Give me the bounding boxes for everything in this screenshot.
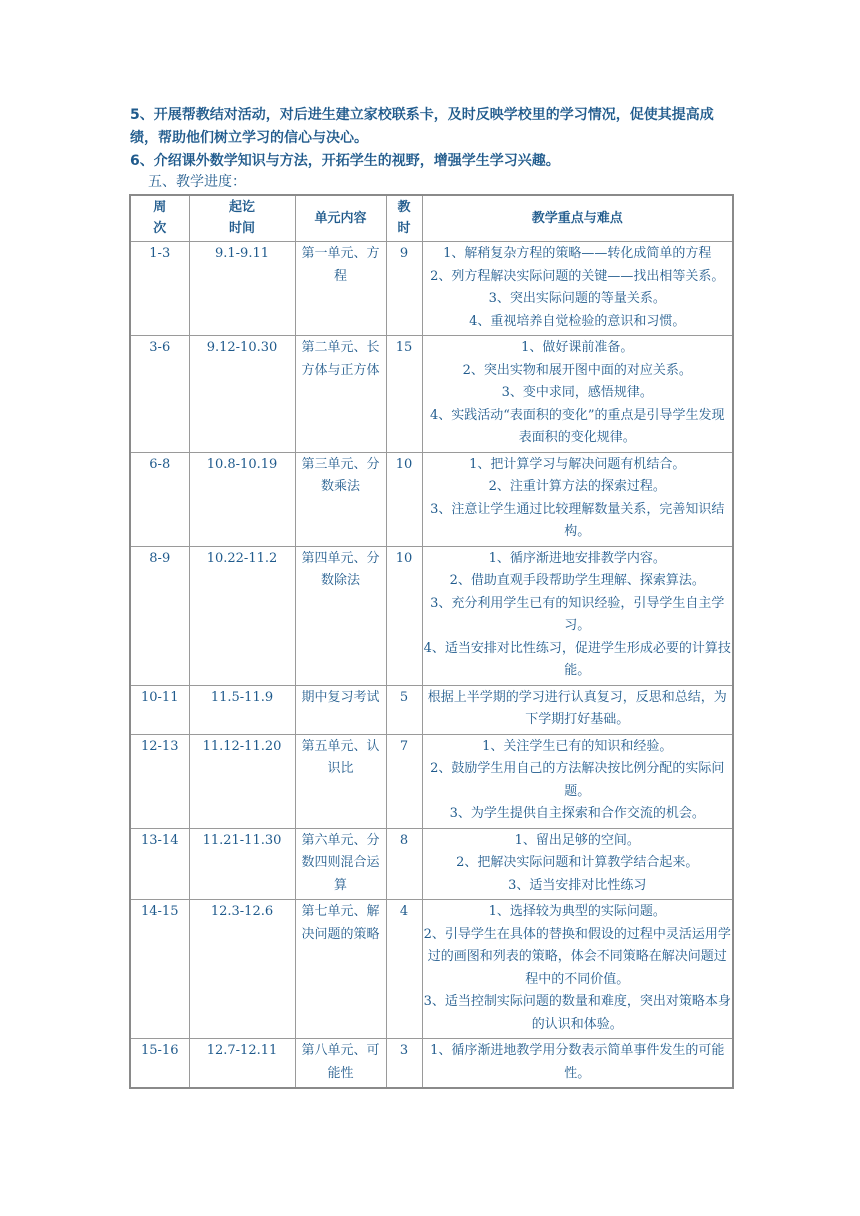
hours-cell: 9: [386, 242, 422, 336]
unit-cell: 第六单元、分数四则混合运算: [295, 828, 386, 900]
key-points-cell: [422, 1039, 733, 1089]
key-point-line: 2、借助直观手段帮助学生理解、探索算法。: [449, 573, 705, 588]
schedule-body: [130, 242, 733, 1089]
key-point-line: 2、突出实物和展开图中面的对应关系。: [462, 362, 692, 378]
key-point-line: 3、适当安排对比性练习: [508, 877, 647, 893]
hours-cell: 10: [386, 452, 422, 546]
unit-cell: 期中复习考试: [295, 685, 386, 734]
key-point-line: 1、留出足够的空间。: [514, 832, 640, 848]
header-week-label: 周 次: [153, 200, 167, 236]
table-header-row: [130, 195, 733, 242]
date-cell: 10.8-10.19: [189, 452, 295, 546]
key-point-line: 2、注重计算方法的探索过程。: [488, 479, 666, 494]
key-point-line: 3、变中求同，感悟规律。: [501, 385, 653, 400]
key-point-line: 1、做好课前准备。: [521, 340, 634, 355]
header-key-points: [422, 195, 733, 242]
header-key-label: 教学重点与难点: [531, 210, 623, 226]
unit-cell: 第三单元、分数乘法: [295, 452, 386, 546]
hours-cell: 8: [386, 828, 422, 900]
week-cell: 10-11: [130, 685, 189, 734]
date-cell: 12.3-12.6: [189, 900, 295, 1039]
header-date-label: 起讫 时间: [228, 200, 255, 236]
unit-cell: 第七单元、解决问题的策略: [295, 900, 386, 1039]
date-cell: 9.12-10.30: [189, 336, 295, 453]
table-row: [130, 452, 733, 546]
key-point-line: 3、突出实际问题的等量关系。: [488, 291, 666, 306]
week-cell: 1-3: [130, 242, 189, 336]
week-cell: 6-8: [130, 452, 189, 546]
key-points-cell: [422, 336, 733, 453]
hours-cell: 4: [386, 900, 422, 1039]
key-point-line: 1、循序渐进地安排教学内容。: [488, 550, 666, 566]
date-cell: 11.5-11.9: [189, 685, 295, 734]
header-hours-label: 教 时: [397, 200, 411, 236]
paragraph-item-6: 6、介绍课外数学知识与方法，开拓学生的视野，增强学生学习兴趣。: [130, 153, 560, 169]
key-point-line: 2、列方程解决实际问题的关键——找出相等关系。: [430, 268, 725, 284]
table-row: [130, 685, 733, 734]
header-date: [189, 195, 295, 242]
key-point-line: 4、重视培养自觉检验的意识和习惯。: [469, 313, 686, 329]
hours-cell: 3: [386, 1039, 422, 1089]
header-week: [130, 195, 189, 242]
table-row: [130, 242, 733, 336]
table-row: [130, 828, 733, 900]
unit-cell: 第二单元、长方体与正方体: [295, 336, 386, 453]
key-point-line: 2、鼓励学生用自己的方法解决按比例分配的实际问题。: [430, 761, 725, 799]
key-point-line: 2、引导学生在具体的替换和假设的过程中灵活运用学过的画图和列表的策略，体会不同策略在解决问题过程中的不同价值。: [423, 926, 731, 987]
table-row: [130, 546, 733, 685]
key-points-cell: [422, 828, 733, 900]
key-point-line: 1、解稍复杂方程的策略——转化成简单的方程: [443, 246, 712, 261]
section-heading: 五、教学进度：: [148, 174, 246, 190]
key-point-line: 根据上半学期的学习进行认真复习，反思和总结，为下学期打好基础。: [427, 689, 727, 727]
date-cell: 11.12-11.20: [189, 734, 295, 828]
hours-cell: 15: [386, 336, 422, 453]
key-points-cell: [422, 546, 733, 685]
key-points-cell: [422, 685, 733, 734]
unit-cell: 第一单元、方程: [295, 242, 386, 336]
unit-cell: 第八单元、可能性: [295, 1039, 386, 1089]
key-point-line: 4、实践活动“表面积的变化”的重点是引导学生发现表面积的变化规律。: [429, 407, 725, 445]
key-point-line: 1、选择较为典型的实际问题。: [488, 904, 666, 919]
table-row: [130, 1039, 733, 1089]
week-cell: 15-16: [130, 1039, 189, 1089]
key-point-line: 1、循序渐进地教学用分数表示简单事件发生的可能性。: [430, 1043, 725, 1081]
hours-cell: 5: [386, 685, 422, 734]
table-row: [130, 900, 733, 1039]
key-point-line: 3、为学生提供自主探索和合作交流的机会。: [449, 806, 705, 821]
unit-cell: 第四单元、分数除法: [295, 546, 386, 685]
week-cell: 3-6: [130, 336, 189, 453]
header-unit-label: 单元内容: [314, 210, 367, 226]
key-point-line: 4、适当安排对比性练习，促进学生形成必要的计算技能。: [423, 640, 731, 678]
table-row: [130, 734, 733, 828]
key-point-line: 2、把解决实际问题和计算教学结合起来。: [456, 855, 699, 870]
key-point-line: 1、关注学生已有的知识和经验。: [482, 738, 673, 754]
table-row: [130, 336, 733, 453]
key-points-cell: [422, 242, 733, 336]
week-cell: 14-15: [130, 900, 189, 1039]
paragraph-item-5: 5、开展帮教结对活动，对后进生建立家校联系卡，及时反映学校里的学习情况，促使其提高成绩，帮助他们树立学习的信心与决心。: [130, 107, 714, 146]
week-cell: 8-9: [130, 546, 189, 685]
key-point-line: 1、把计算学习与解决问题有机结合。: [469, 456, 686, 472]
date-cell: 12.7-12.11: [189, 1039, 295, 1089]
week-cell: 12-13: [130, 734, 189, 828]
key-point-line: 3、适当控制实际问题的数量和难度，突出对策略本身的认识和体验。: [423, 994, 731, 1032]
key-points-cell: [422, 452, 733, 546]
key-points-cell: [422, 900, 733, 1039]
header-hours: [386, 195, 422, 242]
key-point-line: 3、注意让学生通过比较理解数量关系，完善知识结构。: [430, 501, 725, 539]
key-point-line: 3、充分利用学生已有的知识经验，引导学生自主学习。: [430, 595, 725, 633]
date-cell: 11.21-11.30: [189, 828, 295, 900]
date-cell: 10.22-11.2: [189, 546, 295, 685]
key-points-cell: [422, 734, 733, 828]
date-cell: 9.1-9.11: [189, 242, 295, 336]
week-cell: 13-14: [130, 828, 189, 900]
hours-cell: 7: [386, 734, 422, 828]
header-unit: [295, 195, 386, 242]
unit-cell: 第五单元、认识比: [295, 734, 386, 828]
hours-cell: 10: [386, 546, 422, 685]
schedule-table: [129, 194, 734, 1089]
